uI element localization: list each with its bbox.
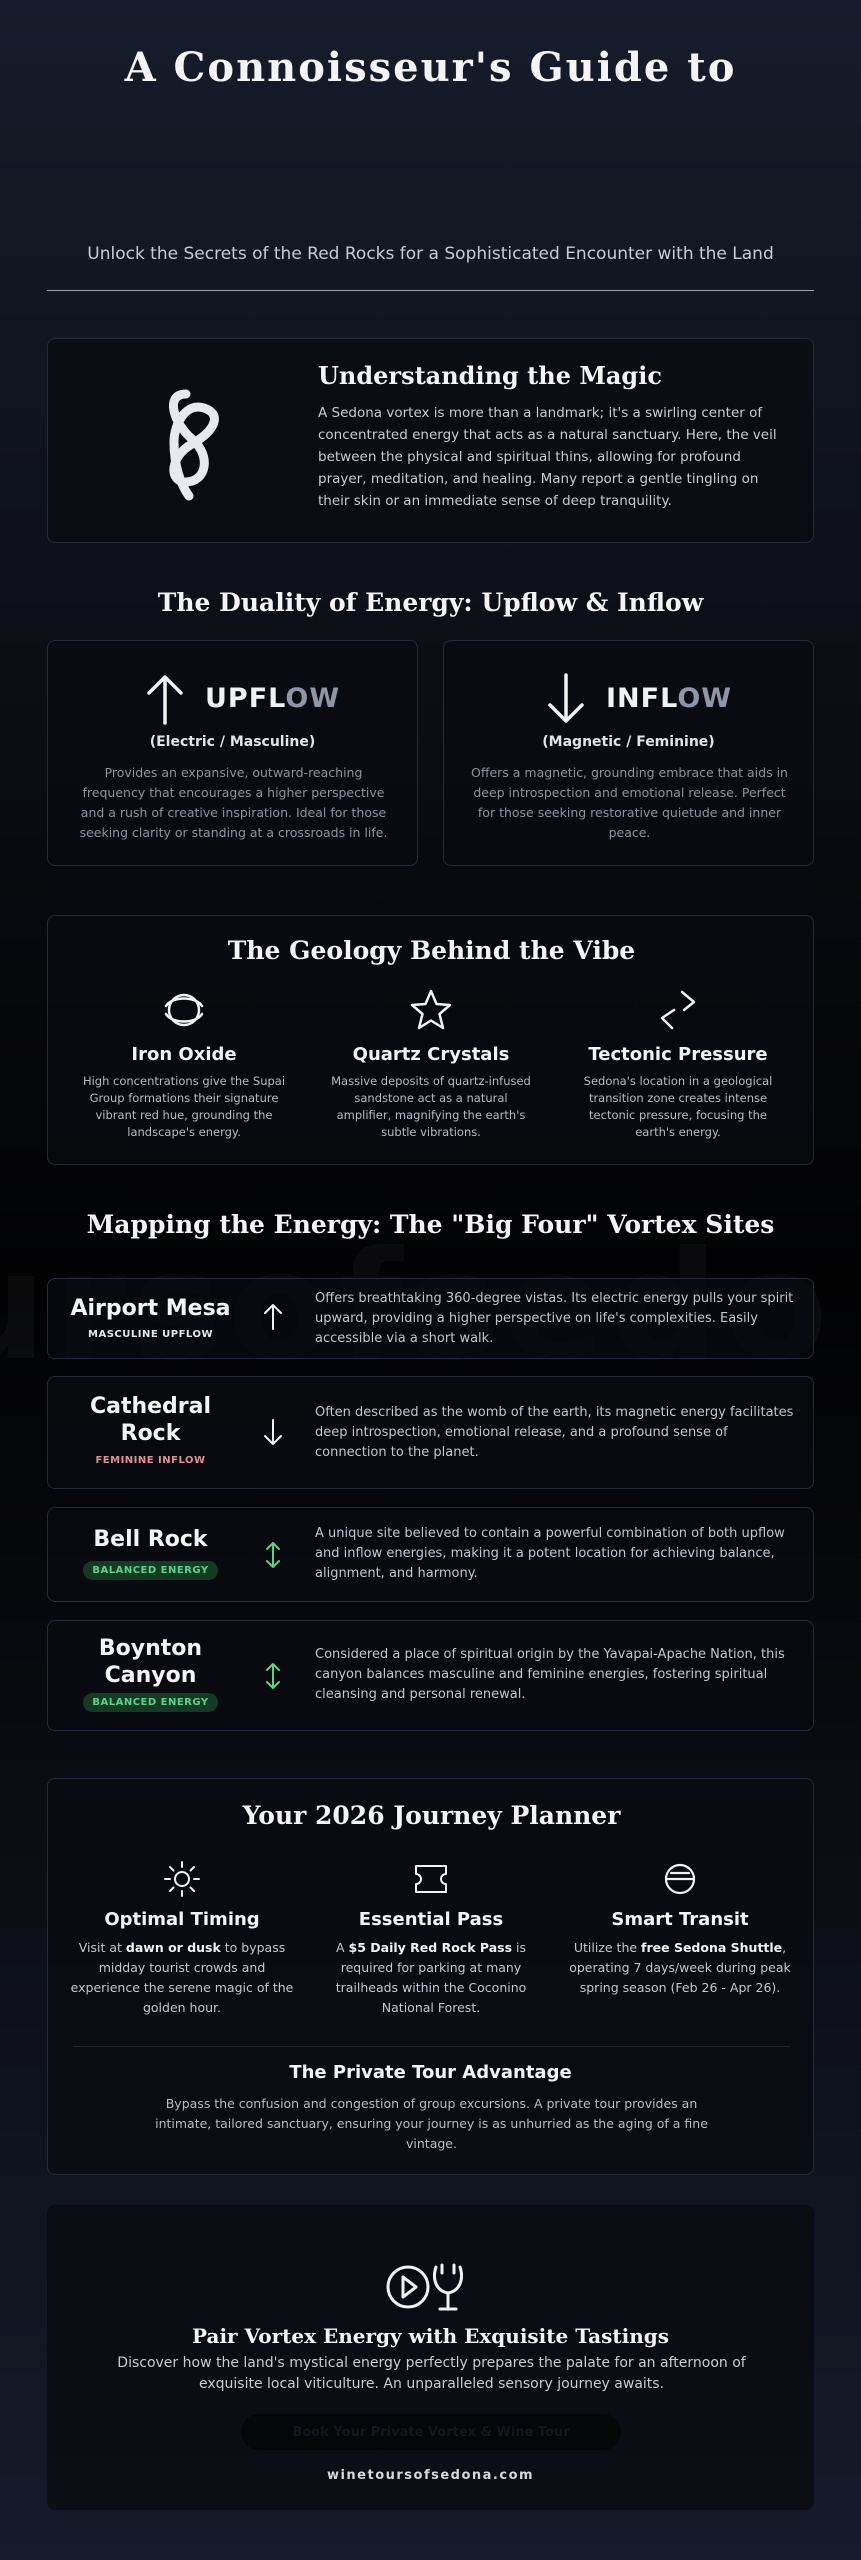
geology-card xyxy=(47,915,814,1165)
tectonic-shift-icon xyxy=(656,988,700,1032)
planner-item-transit xyxy=(565,1859,795,1998)
vortex-site-text: Often described as the womb of the earth, its magnetic energy facilitates deep introspection, emotional release, and a profound sense of connection to the planet. xyxy=(315,1405,794,1460)
planner-item-name: Essential Pass xyxy=(358,1909,504,1930)
vortex-site-text: A unique site believed to contain a powerful combination of both upflow and inflow energies, making it a potent location for achieving balance, alignment, and harmony. xyxy=(315,1526,785,1581)
sun-icon xyxy=(162,1859,202,1899)
ticket-icon xyxy=(411,1859,451,1899)
geology-item-tectonic xyxy=(568,988,788,1141)
inflow-name: INFLOW xyxy=(606,683,733,714)
planner-divider xyxy=(73,2046,790,2047)
planner-item-name: Smart Transit xyxy=(611,1909,749,1930)
geology-item-text: High concentrations give the Supai Group formations their signature vibrant red hue, grounding the landscape's energy. xyxy=(82,1074,286,1139)
planner-item-text: Utilize the free Sedona Shuttle, operating 7 days/week during peak spring season (Feb 26 - Apr 26). xyxy=(569,1940,791,1995)
transit-icon xyxy=(660,1859,700,1899)
inflow-text: Offers a magnetic, grounding embrace that aids in deep introspection and emotional release. Perfect for those seeking restorative quietude and inner peace. xyxy=(471,765,788,840)
vortex-site-tag: MASCULINE UPFLOW xyxy=(88,1329,213,1340)
understanding-text: A Sedona vortex is more than a landmark; it's a swirling center of concentrated energy that acts as a natural sanctuary. Here, the veil between the physical and spiritual thins, allowing for profound prayer, meditation, and healing. Many report a gentle tingling on their skin or an immediate sense of deep tranquility. xyxy=(318,405,777,509)
pairing-title: Pair Vortex Energy with Exquisite Tastings xyxy=(191,2324,670,2348)
pairing-card xyxy=(47,2205,814,2510)
inflow-card xyxy=(443,640,814,866)
planner-item-timing xyxy=(67,1859,297,2018)
planner-title: Your 2026 Journey Planner xyxy=(242,1801,621,1830)
planner-item-text: Visit at dawn or dusk to bypass midday tourist crowds and experience the serene magic of the golden hour. xyxy=(70,1940,294,2015)
inflow-header xyxy=(444,671,813,727)
geology-item-text: Massive deposits of quartz-infused sandstone act as a natural amplifier, magnifying the earth's subtle vibrations. xyxy=(331,1074,531,1139)
planner-item-name: Optimal Timing xyxy=(104,1909,260,1930)
vortex-site-bell-rock xyxy=(47,1507,814,1602)
vortex-site-name: Bell Rock xyxy=(93,1527,208,1552)
arrow-up-down-icon xyxy=(261,1540,285,1570)
geology-item-iron-oxide xyxy=(74,988,294,1141)
hero-subtitle: Unlock the Secrets of the Red Rocks for a Sophisticated Encounter with the Land xyxy=(87,244,774,264)
hero-divider xyxy=(47,290,814,291)
journey-planner-card xyxy=(47,1778,814,2175)
site-link[interactable]: winetoursofsedona.com xyxy=(326,2468,535,2483)
pairing-text: Discover how the land's mystical energy perfectly prepares the palate for an afternoon of exquisite local viticulture. An unparalleled sensory journey awaits. xyxy=(117,2355,746,2392)
geology-item-name: Quartz Crystals xyxy=(352,1044,510,1065)
vortex-site-boynton-canyon xyxy=(47,1620,814,1731)
geology-item-text: Sedona's location in a geological transition zone creates intense tectonic pressure, focusing the earth's energy. xyxy=(583,1074,773,1139)
vortex-site-text: Offers breathtaking 360-degree vistas. Its electric energy pulls your spirit upward, providing a higher perspective on life's complexities. Easily accessible via a short walk. xyxy=(315,1291,794,1346)
geology-item-quartz xyxy=(321,988,541,1141)
arrow-up-down-icon xyxy=(261,1661,285,1691)
vortex-site-cathedral-rock xyxy=(47,1376,814,1489)
upflow-name: UPFLOW xyxy=(205,683,341,714)
star-icon xyxy=(409,988,453,1032)
arrow-up-icon xyxy=(143,671,187,727)
arrow-down-icon xyxy=(261,1417,285,1447)
play-wine-icon xyxy=(384,2259,480,2315)
vortex-site-tag: BALANCED ENERGY xyxy=(48,1561,253,1580)
private-tour-title: The Private Tour Advantage xyxy=(289,2062,572,2083)
geology-title: The Geology Behind the Vibe xyxy=(227,936,636,965)
inflow-kind: (Magnetic / Feminine) xyxy=(542,734,715,750)
upflow-text: Provides an expansive, outward-reaching frequency that encourages a higher perspective and a rush of creative inspiration. Ideal for those seeking clarity or standing at a crossroads in life. xyxy=(79,765,388,840)
vortex-site-name: Airport Mesa xyxy=(70,1296,231,1321)
arrow-up-icon xyxy=(261,1302,285,1332)
vortex-site-name: Cathedral Rock xyxy=(89,1394,212,1446)
arrow-down-icon xyxy=(544,671,588,727)
understanding-card xyxy=(47,338,814,543)
vortex-site-tag: BALANCED ENERGY xyxy=(48,1693,253,1712)
hero-title: A Connoisseur's Guide to xyxy=(124,44,737,91)
duality-title: The Duality of Energy: Upflow & Inflow xyxy=(157,588,704,617)
private-tour-text: Bypass the confusion and congestion of group excursions. A private tour provides an intimate, tailored sanctuary, ensuring your journey is as unhurried as the aging of a fine vintage. xyxy=(155,2096,708,2151)
upflow-card xyxy=(47,640,418,866)
upflow-kind: (Electric / Masculine) xyxy=(149,734,316,750)
upflow-header xyxy=(48,671,417,727)
understanding-title: Understanding the Magic xyxy=(318,361,662,390)
vortex-site-name: Boynton Canyon xyxy=(98,1636,203,1688)
vortex-site-text: Considered a place of spiritual origin by the Yavapai-Apache Nation, this canyon balances masculine and feminine energies, fostering spiritual cleansing and personal renewal. xyxy=(315,1647,785,1702)
geology-item-name: Tectonic Pressure xyxy=(588,1044,768,1065)
vortex-title: Mapping the Energy: The "Big Four" Vortex Sites xyxy=(86,1210,775,1239)
orbit-icon xyxy=(162,988,206,1032)
infinity-knot-icon xyxy=(134,384,244,504)
planner-item-pass xyxy=(316,1859,546,2018)
planner-item-text: A $5 Daily Red Rock Pass is required for parking at many trailheads within the Coconino National Forest. xyxy=(335,1940,527,2015)
vortex-site-airport-mesa xyxy=(47,1278,814,1359)
geology-item-name: Iron Oxide xyxy=(131,1044,237,1065)
vortex-site-tag: FEMININE INFLOW xyxy=(95,1455,206,1466)
book-tour-button[interactable]: Book Your Private Vortex & Wine Tour xyxy=(241,2414,621,2450)
